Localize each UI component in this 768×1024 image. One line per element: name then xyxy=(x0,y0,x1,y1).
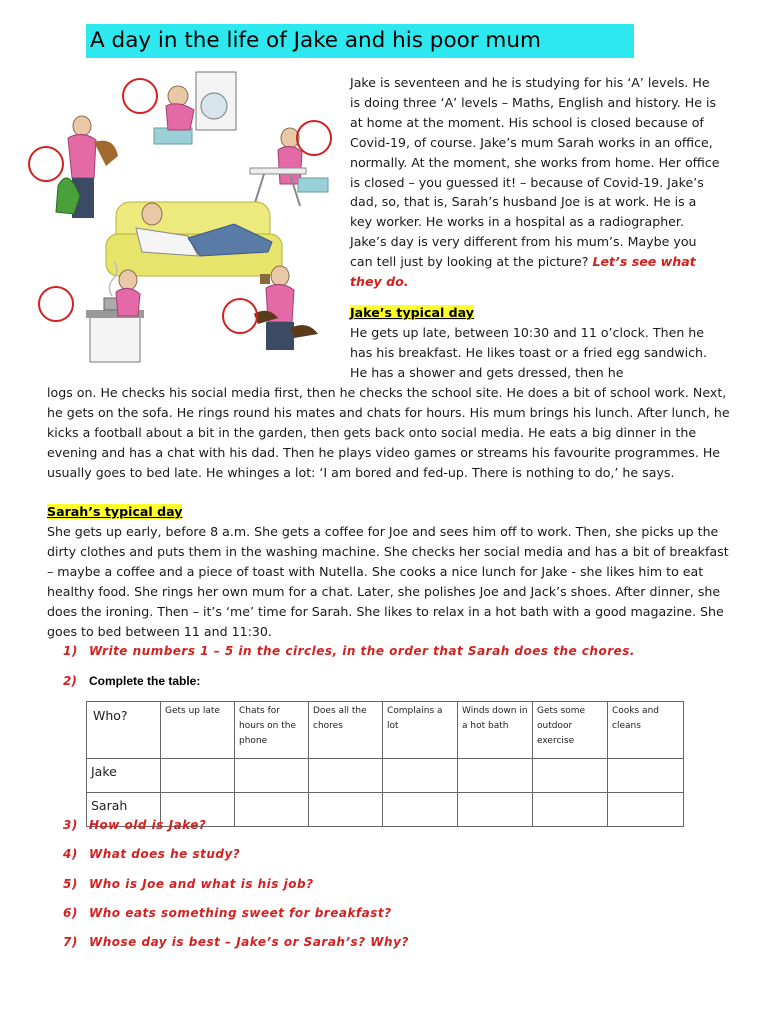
row-label-sarah: Sarah xyxy=(87,793,161,827)
question-1: 1) Write numbers 1 – 5 in the circles, in the order that Sarah does the chores. xyxy=(63,644,635,658)
question-3: 3) How old is Jake? xyxy=(63,818,207,832)
sarah-text: She gets up early, before 8 a.m. She gets a coffee for Joe and sees him off to work. Then, she picks up the dirty clothes and puts them in the washing machine. She checks her social media and has a bit of breakfast – maybe a coffee and a piece of toast with Nutella. She cooks a nice lunch for Jake - she likes him to eat healthy food. She rings her own mum for a chat. Later, she polishes Joe and Jack’s shoes. After dinner, she does the ironing. Then – it’s ‘me’ time for Sarah. She likes to relax in a hot bath with a good magazine. She goes to bed between 11 and 11:30. xyxy=(47,524,729,639)
chores-illustration xyxy=(28,66,344,370)
question-5: 5) Who is Joe and what is his job? xyxy=(63,877,314,891)
header-chats: Chats for hours on the phone xyxy=(235,702,309,759)
header-exercise: Gets some outdoor exercise xyxy=(533,702,608,759)
answer-circle-2[interactable] xyxy=(29,147,63,181)
sarah-heading: Sarah’s typical day xyxy=(47,504,183,519)
laundry-scene xyxy=(56,116,118,218)
table-cell[interactable] xyxy=(608,759,684,793)
header-complains: Complains a lot xyxy=(383,702,458,759)
answer-circle-3[interactable] xyxy=(297,121,331,155)
page-title: A day in the life of Jake and his poor mum xyxy=(86,24,634,58)
table-cell[interactable] xyxy=(235,793,309,827)
answer-circle-5[interactable] xyxy=(223,299,257,333)
intro-cta: Let’s see what they do. xyxy=(350,254,696,290)
table-cell[interactable] xyxy=(309,759,383,793)
table-cell[interactable] xyxy=(383,793,458,827)
table-cell[interactable] xyxy=(383,759,458,793)
intro-paragraph xyxy=(350,73,722,292)
question-4: 4) What does he study? xyxy=(63,847,241,861)
intro-text: Jake is seventeen and he is studying for his ‘A’ levels. He is doing three ‘A’ levels – Maths, English and history. He is at home at the moment. His school is closed because of Covid-19, of course. Jake’s mum Sarah works in an office, normally. At the moment, she works from home. Her office is closed – you guessed it! – because of Covid-19. Jake’s dad, so, that is, Sarah’s husband Joe is at work. He is a key worker. He works in a hospital as a radiographer. Jake’s day is very different from his mum’s. Maybe you can tell just by looking at the picture? xyxy=(350,75,720,270)
jake-text-lead: He gets up late, between 10:30 and 11 o’clock. Then he has his breakfast. He likes toast or a fried egg sandwich. He has a shower and gets dressed, then he xyxy=(350,325,708,380)
answer-circle-1[interactable] xyxy=(123,79,157,113)
question-7: 7) Whose day is best – Jake’s or Sarah’s? Why? xyxy=(63,935,409,949)
answer-circle-4[interactable] xyxy=(39,287,73,321)
header-gets-up-late: Gets up late xyxy=(161,702,235,759)
table-cell[interactable] xyxy=(533,793,608,827)
washing-machine-scene xyxy=(154,72,236,144)
question-6: 6) Who eats something sweet for breakfast? xyxy=(63,906,392,920)
header-hot-bath: Winds down in a hot bath xyxy=(458,702,533,759)
table-cell[interactable] xyxy=(309,793,383,827)
header-cooks-cleans: Cooks and cleans xyxy=(608,702,684,759)
header-who: Who? xyxy=(87,702,161,759)
cooking-scene xyxy=(86,262,144,362)
table-cell[interactable] xyxy=(235,759,309,793)
table-cell[interactable] xyxy=(608,793,684,827)
table-row xyxy=(87,759,684,793)
jake-text-rest: logs on. He checks his social media first, then he checks the school site. He does a bit of school work. Next, he gets on the sofa. He rings round his mates and chats for hours. His mum brings his lunch. After lunch, he kicks a football about a bit in the garden, then gets back onto social media. He eats a big dinner in the evening and has a chat with his dad. Then he plays video games or streams his favourite programmes. He usually goes to bed late. He whinges a lot: ‘I am bored and fed-up. There is nothing to do,’ he says. xyxy=(47,385,730,480)
table-cell[interactable] xyxy=(533,759,608,793)
table-cell[interactable] xyxy=(458,793,533,827)
header-chores: Does all the chores xyxy=(309,702,383,759)
table-header-row xyxy=(87,702,684,759)
ironing-scene xyxy=(250,128,328,206)
chores-table xyxy=(86,701,684,827)
row-label-jake: Jake xyxy=(87,759,161,793)
question-2: 2) Complete the table: xyxy=(63,674,201,688)
jake-heading: Jake’s typical day xyxy=(350,305,474,320)
table-cell[interactable] xyxy=(458,759,533,793)
table-cell[interactable] xyxy=(161,759,235,793)
